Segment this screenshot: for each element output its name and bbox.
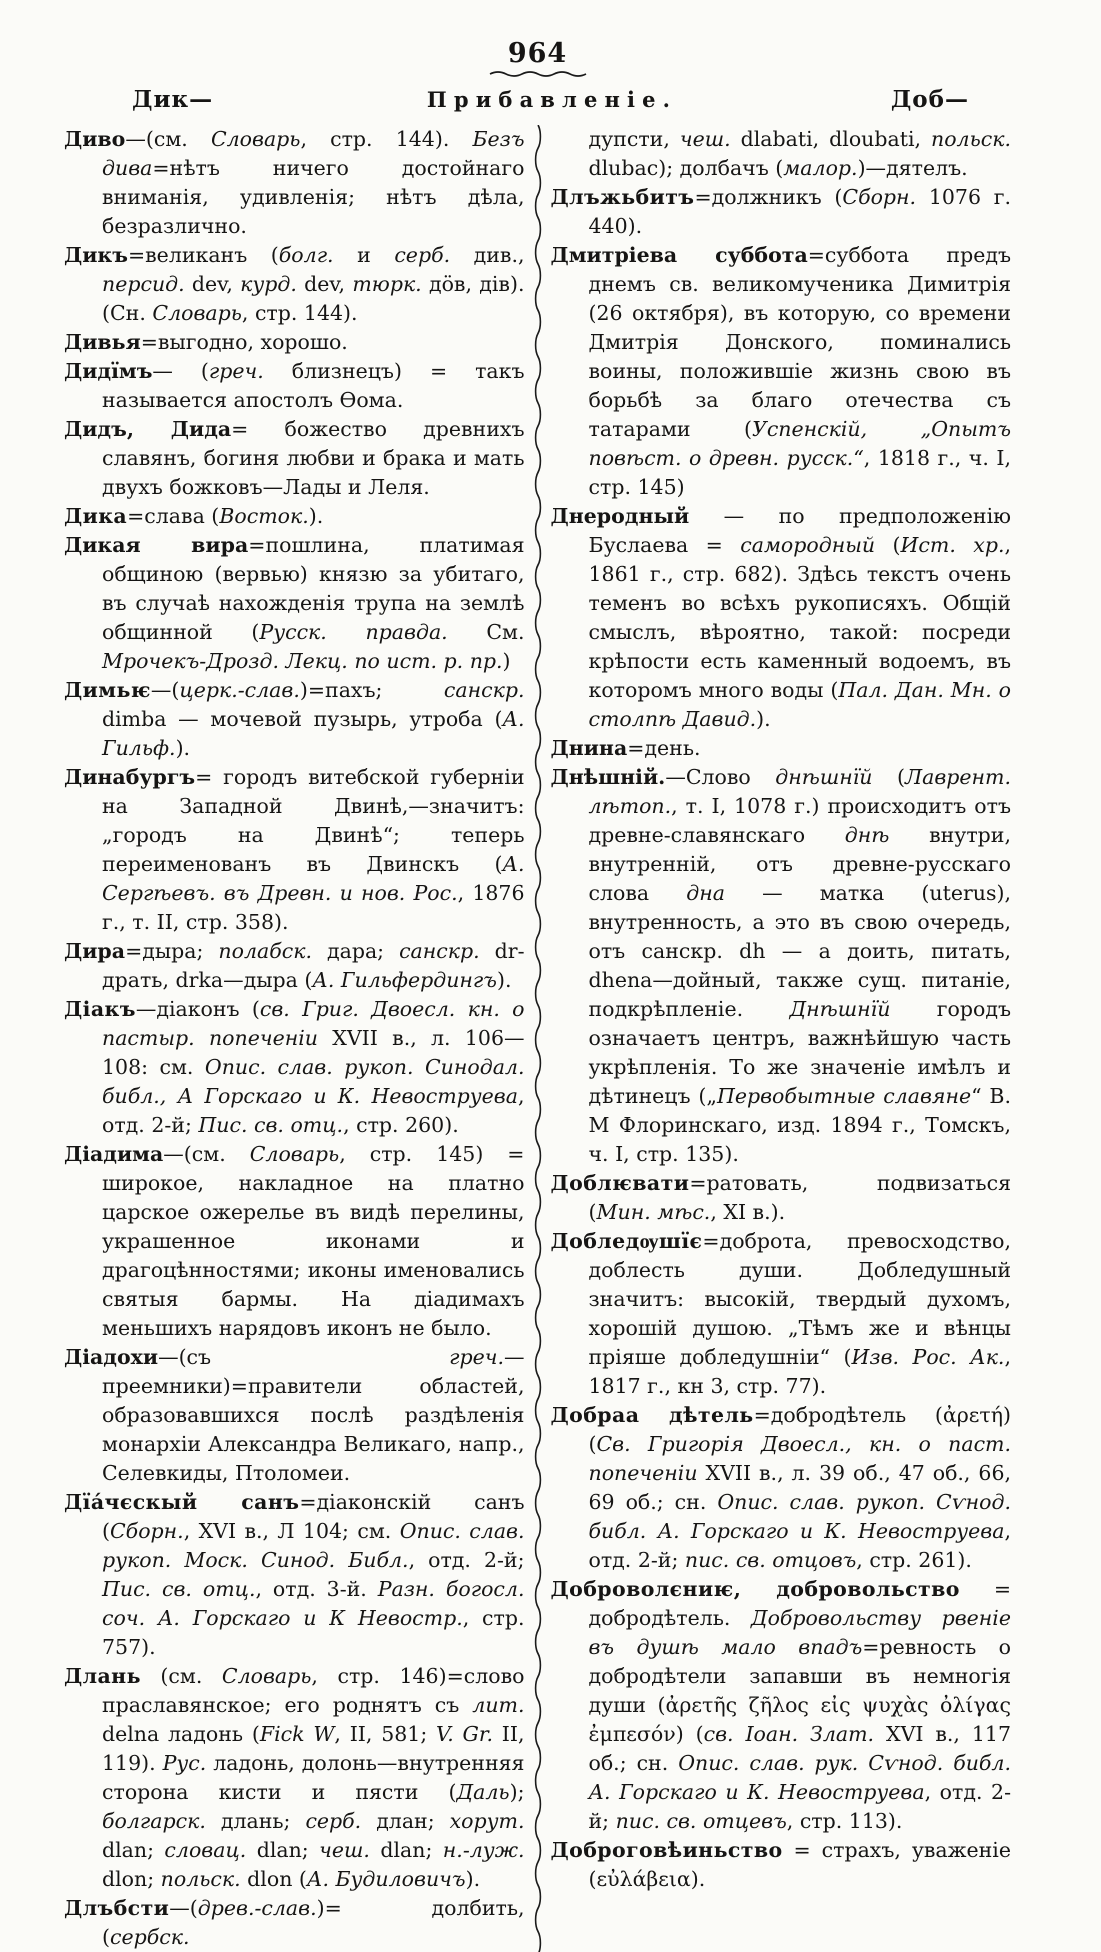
dictionary-entry: Днѣшній.—Слово днѣшнїй (Лаврент. лѣтоп., т. I, 1078 г.) происходитъ отъ древне-славянскаго днѣ внутри, внутренній, отъ древне-русскаго слова дна — матка (uterus), внутренность, а это въ свою очередь, отъ санскр. dh — а доить, питать, dhena—дойный, также сущ. питаніе, подкрѣпленіе. Днѣшнїй городъ означаетъ центръ, важнѣйшую часть укрѣпленія. То же значеніе имѣлъ и дѣтинецъ („Первобытные славяне“ В. М Флоринскаго, изд. 1894 г., Томскъ, ч. I, стр. 135).	[550, 765, 1011, 1166]
entry-headword: Днеродный	[550, 504, 690, 528]
dictionary-entry: Дикая вира=пошлина, платимая общиною (вервью) князю за убитаго, въ случаѣ нахожденія трупа на землѣ общинной (Русск. правда. См. Мрочекъ-Дрозд. Лекц. по ист. р. пр.)	[64, 533, 525, 673]
page-number: 964	[507, 38, 568, 69]
entry-headword: Диво	[64, 127, 126, 151]
dictionary-entry: Дидъ, Дида= божество древнихъ славянъ, богиня любви и брака и мать двухъ божковъ—Лады и Леля.	[64, 417, 525, 499]
squiggle-underline	[489, 69, 587, 78]
dictionary-entry: Днеродный — по предположенію Буслаева = самородный (Ист. хр., 1861 г., стр. 682). Здѣсь текстъ очень теменъ во всѣхъ рукописяхъ. Общій смыслъ, вѣроятно, такой: посреди крѣпости есть каменный водоемъ, въ которомъ много воды (Пал. Дан. Мн. о столпѣ Давид.).	[550, 504, 1011, 731]
dictionary-entry: Доброговѣиньство = страхъ, уваженіе (εὐλάβεια).	[550, 1838, 1011, 1891]
entry-headword: Димьѥ	[64, 678, 151, 702]
entry-headword: Длань	[64, 1664, 141, 1688]
entry-headword: Добраа дѣтель	[550, 1403, 754, 1427]
dictionary-entry: Діадохи—(съ греч.—преемники)=правители областей, образовавшихся послѣ раздѣленія монархіи Александра Великаго, напр., Селевкиды, Птоломеи.	[64, 1345, 525, 1485]
running-head	[64, 86, 1011, 113]
dictionary-entry: Добледѹшїє=доброта, превосходство, доблесть души. Добледушный значитъ: высокій, твердый духомъ, хорошій душою. „Тѣмъ же и вѣнцы пріяше добледушніи“ (Изв. Рос. Ак., 1817 г., кн 3, стр. 77).	[550, 1229, 1011, 1398]
dictionary-entry: Димьѥ—(церк.-слав.)=пахъ; санскр. dimba — мочевой пузырь, утроба (А. Гильф.).	[64, 678, 525, 760]
entry-headword: Динабургъ	[64, 765, 196, 789]
dictionary-entry: Доблѥвати=ратовать, подвизаться (Мин. мѣс., XI в.).	[550, 1171, 1011, 1224]
column-right	[551, 125, 1012, 1952]
dictionary-entry: Длъжьбитъ=должникъ (Сборн. 1076 г. 440).	[550, 185, 1011, 238]
column-divider	[525, 125, 551, 1952]
dictionary-entry: Добраа дѣтель=добродѣтель (ἀρετή) (Св. Григорія Двоесл., кн. о паст. попеченіи XVII в., л. 39 об., 47 об., 66, 69 об.; сн. Опис. слав. рукоп. Сѵнод. библ. А. Горскаго и К. Невоструева, отд. 2-й; пис. св. отцовъ, стр. 261).	[550, 1403, 1011, 1572]
entry-headword: Дмитріева суббота	[550, 243, 808, 267]
dictionary-entry: Длъбсти—(древ.-слав.)= долбить, (сербск.	[64, 1896, 525, 1949]
entry-headword: Дика	[64, 504, 128, 528]
dictionary-entry: Днина=день.	[550, 736, 701, 760]
running-head-left: Дик—	[132, 86, 214, 113]
dictionary-entry: Диво—(см. Словарь, стр. 144). Безъ дива=нѣтъ ничего достойнаго вниманія, удивленія; нѣтъ дѣла, безразлично.	[64, 127, 525, 238]
dictionary-entry: Длань (см. Словарь, стр. 146)=слово праславянское; его роднятъ съ лит. delna ладонь (Fick W, II, 581; V. Gr. II, 119). Рус. ладонь, долонь—внутренняя сторона кисти и пясти (Даль); болгарск. длань; серб. длан; хорут. dlan; словац. dlan; чеш. dlan; н.-луж. dlon; польск. dlon (А. Будиловичъ).	[64, 1664, 525, 1891]
entry-headword: Дидїмъ	[64, 359, 153, 383]
dictionary-entry: Дмитріева суббота=суббота предъ днемъ св. великомученика Димитрія (26 октября), въ которую, со времени Дмитрія Донского, поминались воины, положившіе жизнь свою въ борьбѣ за благо отечества съ татарами (Успенскій, „Опытъ повѣст. о древн. русск.“, 1818 г., ч. I, стр. 145)	[550, 243, 1012, 499]
entry-headword: Днина	[550, 736, 628, 760]
text-columns	[64, 125, 1011, 1952]
entry-headword: Доброговѣиньство	[550, 1838, 783, 1862]
wavy-rule	[534, 125, 542, 1952]
page-number-block	[64, 40, 1011, 78]
entry-headword: Діадохи	[64, 1345, 159, 1369]
entry-headword: Діадима	[64, 1142, 164, 1166]
entry-headword: Дикая вира	[64, 533, 249, 557]
entry-headword: Доброволєниѥ, добровольство	[550, 1577, 960, 1601]
entry-headword: Дира	[64, 939, 126, 963]
dictionary-entry: Дика=слава (Восток.).	[64, 504, 324, 528]
entry-headword: Діакъ	[64, 997, 136, 1021]
running-head-center: Прибавленіе.	[426, 87, 678, 112]
dictionary-entry: дупсти, чеш. dlabati, dloubati, польск. dlubac); долбачъ (малор.)—дятелъ.	[588, 127, 1011, 180]
dictionary-entry: Дикъ=великанъ (болг. и серб. див., персид. dev, курд. dev, тюрк. дöв, дів). (Сн. Словарь, стр. 144).	[64, 243, 525, 325]
column-left	[64, 125, 525, 1952]
entry-headword: Длъжьбитъ	[550, 185, 695, 209]
entry-headword: Днѣшній.	[550, 765, 666, 789]
entry-headword: Доблѥвати	[550, 1171, 690, 1195]
dictionary-entry: Діакъ—діаконъ (св. Григ. Двоесл. кн. о пастыр. попеченіи XVII в., л. 106—108: см. Опис. слав. рукоп. Синодал. библ., А Горскаго и К. Невоструева, отд. 2-й; Пис. св. отц., стр. 260).	[64, 997, 525, 1137]
entry-headword: Добледѹшїє	[550, 1229, 703, 1253]
entry-headword: Дїа́чєскый санъ	[64, 1490, 300, 1514]
dictionary-entry: Дидїмъ— (греч. близнецъ) = такъ называется апостолъ Ѳома.	[64, 359, 525, 412]
dictionary-entry: Доброволєниѥ, добровольство = добродѣтель. Добровольству рвеніе въ душѣ мало впадъ=ревность о добродѣтели запавши въ немногія души (ἀρετῆς ζῆλος εἰς ψυχὰς ὀλίγας ἐμπεσόν) (св. Іоан. Злат. XVI в., 117 об.; сн. Опис. слав. рук. Сѵнод. библ. А. Горскаго и К. Невоструева, отд. 2-й; пис. св. отцевъ, стр. 113).	[550, 1577, 1011, 1833]
dictionary-entry: Динабургъ= городъ витебской губерніи на Западной Двинѣ,—значитъ: „городъ на Двинѣ“; теперь переименованъ въ Двинскъ (А. Сергѣевъ. въ Древн. и нов. Рос., 1876 г., т. II, стр. 358).	[64, 765, 525, 934]
entry-headword: Длъбсти	[64, 1896, 170, 1920]
dictionary-entry: Діадима—(см. Словарь, стр. 145) = широкое, накладное на платно царское ожерелье въ видѣ перелины, украшенное иконами и драгоцѣнностями; иконы именовались святыя бармы. На діадимахъ меньшихъ нарядовъ иконъ не было.	[64, 1142, 525, 1340]
entry-headword: Дивья	[64, 330, 141, 354]
dictionary-entry: Дивья=выгодно, хорошо.	[64, 330, 348, 354]
dictionary-entry: Дїа́чєскый санъ=діаконскій санъ (Сборн., XVI в., Л 104; см. Опис. слав. рукоп. Моск. Синод. Библ., отд. 2-й; Пис. св. отц., отд. 3-й. Разн. богосл. соч. А. Горскаго и К Невостр., стр. 757).	[64, 1490, 525, 1659]
running-head-right: Доб—	[890, 86, 969, 113]
dictionary-entry: Дира=дыра; полабск. дара; санскр. dr-драть, drka—дыра (А. Гильфердингъ).	[64, 939, 525, 992]
entry-headword: Дикъ	[64, 243, 128, 267]
entry-headword: Дидъ, Дида	[64, 417, 232, 441]
